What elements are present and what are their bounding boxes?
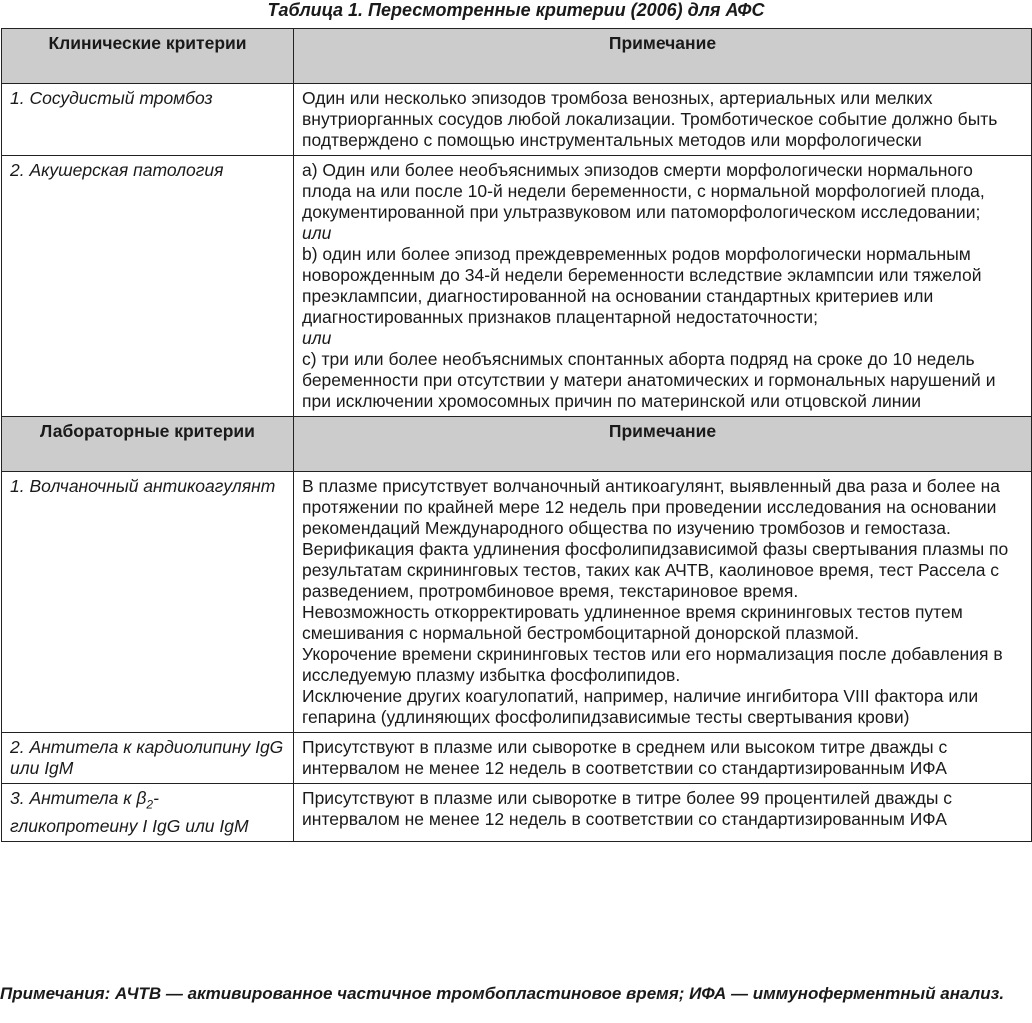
table-row: [2, 733, 1032, 784]
table-footnote: Примечания: АЧТВ — активированное частичное тромбопластиновое время; ИФА — иммуноферментный анализ.: [0, 984, 1005, 1003]
criterion-lupus-anticoagulant: 1. Волчаночный антикоагулянт: [2, 472, 294, 733]
note-item-b: b) один или более эпизод преждевременных родов морфологически нормальным новорожденным до 34-й недели беременности вследствие эклампсии или тяжелой преэклампсии, диагностированной на основании стандартных критериев или диагностированных признаков плацентарной недостаточности;: [302, 244, 982, 327]
note-paragraph: Укорочение времени скрининговых тестов или его нормализация после добавления в исследуемую плазму избытка фосфолипидов.: [302, 644, 1003, 685]
criterion-beta2-glycoprotein: [2, 784, 294, 842]
criterion-anticardiolipin: 2. Антитела к кардиолипину IgG или IgM: [2, 733, 294, 784]
table-row: [2, 84, 1032, 156]
clinical-criteria-header: Клинические критерии: [2, 29, 294, 84]
note-paragraph: Невозможность откорректировать удлиненное время скрининговых тестов путем смешивания с нормальной бестромбоцитарной донорской плазмой.: [302, 602, 963, 643]
lab-note-header: Примечание: [294, 417, 1032, 472]
note-lupus-anticoagulant: [294, 472, 1032, 733]
note-beta2-glycoprotein: Присутствуют в плазме или сыворотке в титре более 99 процентилей дважды с интервалом не менее 12 недель в соответствии со стандартизированным ИФА: [294, 784, 1032, 842]
note-paragraph: Исключение других коагулопатий, например, наличие ингибитора VIII фактора или гепарина (удлиняющих фосфолипидзависимые тесты свертывания крови): [302, 686, 979, 727]
criterion-prefix: 3. Антитела к β: [10, 788, 147, 808]
criterion-obstetric-pathology: 2. Акушерская патология: [2, 156, 294, 417]
note-anticardiolipin: Присутствуют в плазме или сыворотке в среднем или высоком титре дважды с интервалом не менее 12 недель в соответствии со стандартизированным ИФА: [294, 733, 1032, 784]
note-item-c: c) три или более необъяснимых спонтанных аборта подряд на сроке до 10 недель беременности при отсутствии у матери анатомических и гормональных нарушений и при исключении хромосомных причин по материнской или отцовской линии: [302, 349, 996, 411]
note-obstetric-pathology: [294, 156, 1032, 417]
criterion-suffix: -гликопротеину I IgG или IgM: [10, 788, 249, 836]
table-row: [2, 472, 1032, 733]
or-separator: или: [302, 328, 332, 348]
clinical-header-row: [2, 29, 1032, 84]
lab-header-row: [2, 417, 1032, 472]
criterion-subscript: 2: [146, 797, 154, 812]
note-paragraph: Верификация факта удлинения фосфолипидзависимой фазы свертывания плазмы по результатам скрининговых тестов, таких как АЧТВ, каолиновое время, тест Рассела с разведением, протромбиновое время, текстариновое время.: [302, 539, 1009, 601]
note-paragraph: В плазме присутствует волчаночный антикоагулянт, выявленный два раза и более на протяжении по крайней мере 12 недель при проведении исследования на основании рекомендаций Международного общества по изучению тромбозов и гемостаза.: [302, 476, 1000, 538]
lab-criteria-header: Лабораторные критерии: [2, 417, 294, 472]
table-row: [2, 784, 1032, 842]
or-separator: или: [302, 223, 332, 243]
clinical-note-header: Примечание: [294, 29, 1032, 84]
table-row: [2, 156, 1032, 417]
note-vascular-thrombosis: Один или несколько эпизодов тромбоза венозных, артериальных или мелких внутриорганных сосудов любой локализации. Тромботическое событие должно быть подтверждено с помощью инструментальных методов или морфологически: [294, 84, 1032, 156]
criterion-vascular-thrombosis: 1. Сосудистый тромбоз: [2, 84, 294, 156]
table-title: Таблица 1. Пересмотренные критерии (2006) для АФС: [267, 0, 765, 20]
note-item-a: a) Один или более необъяснимых эпизодов смерти морфологически нормального плода на или после 10-й недели беременности, с нормальной морфологией плода, документированной при ультразвуковом или патоморфологическом исследовании;: [302, 160, 985, 222]
criteria-table: [1, 28, 1032, 842]
